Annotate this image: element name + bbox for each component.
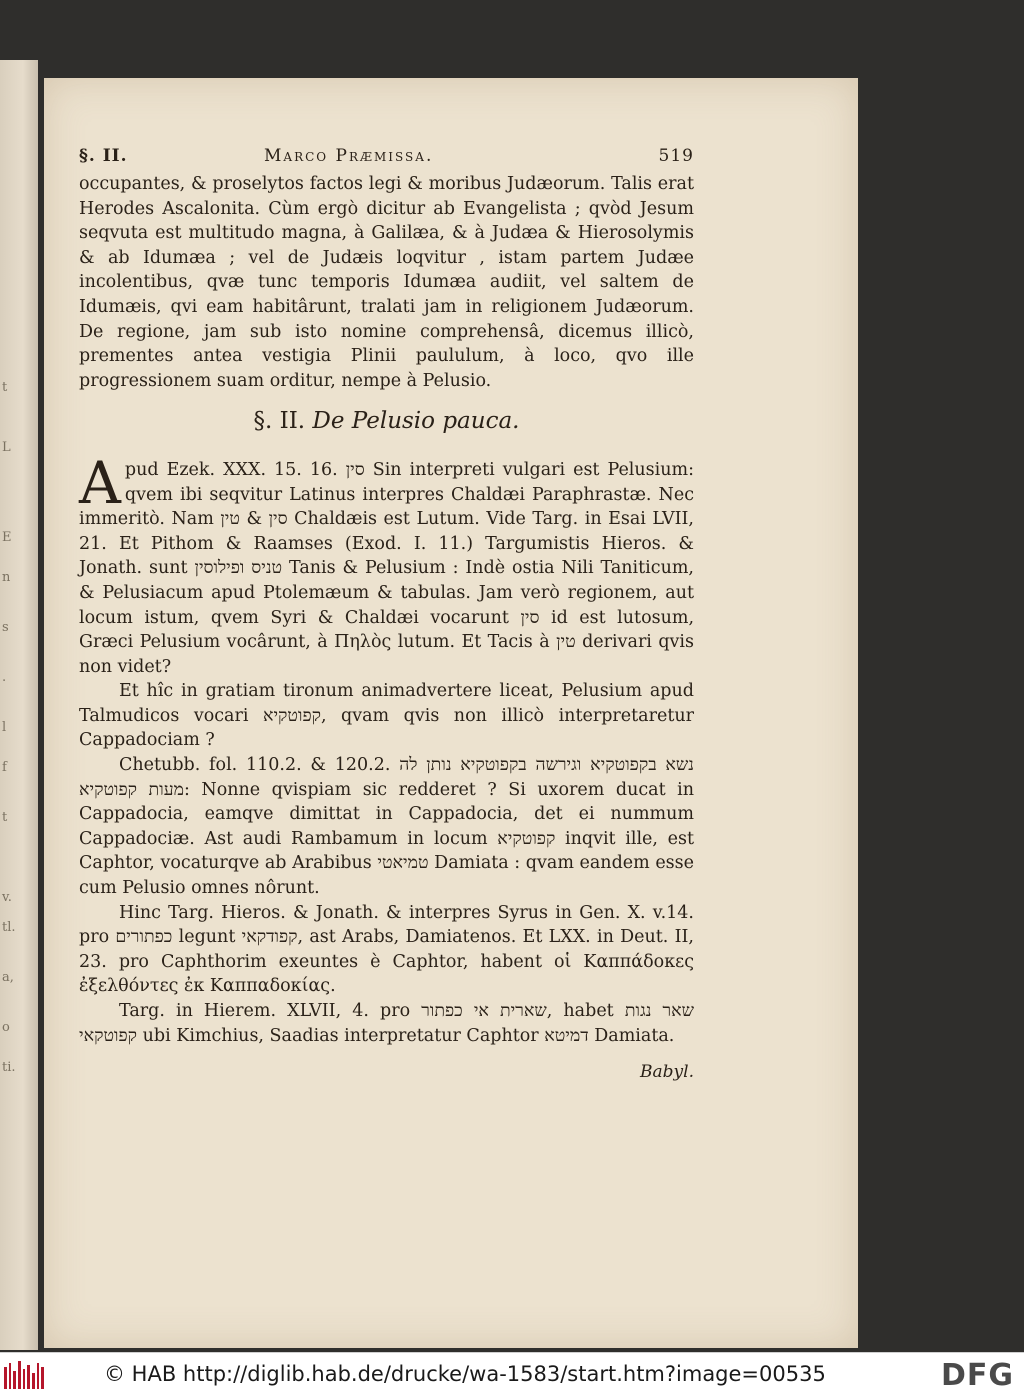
left-fragment: v.	[2, 890, 12, 905]
drop-cap: A	[79, 448, 121, 517]
left-fragment: o	[2, 1020, 10, 1035]
running-head	[79, 146, 694, 172]
paragraph-text: pud Ezek. XXX. 15. 16. סין Sin interpreti vulgari est Pelusium: qvem ibi seqvitur Latinus interpres Chaldæi Paraphrastæ. Nec immeritò. Nam סין & טין Chaldæis est Lutum. Vide Targ. in Esai LVII, 21. Et Pithom & Raamses (Exod. I. 11.) Targumistis Hieros. & Jonath. sunt טניס ופילוסין Tanis & Pelusium : Indè ostia Nili Taniticum, & Pelusiacum apud Ptolemæum & tabulas. Jam verò regionem, aut locum istum, qvem Syri & Chaldæi vocarunt סין id est lutosum, Græci Pelusium vocârunt, à Πηλὸς lutum. Et Tacis à טין derivari qvis non videt?	[79, 459, 695, 677]
page-number: 519	[658, 146, 694, 166]
paragraph: Hinc Targ. Hieros. & Jonath. & interpres Syrus in Gen. X. v.14. pro כפתורים legunt קפודקאי, ast Arabs, Damiatenos. Et LXX. in Deut. II, 23. pro Caphthorim exeuntes è Caphtor, habent οἱ Καππάδοκες ἐξελθόντες ἐκ Καππαδοκίας.	[79, 902, 694, 997]
paragraph: Et hîc in gratiam tironum animadvertere liceat, Pelusium apud Talmudicos vocari קפוטקיא, qvam qvis non illicò interpretaretur Cappadociam ?	[79, 681, 694, 751]
dfg-logo: DFG	[940, 1358, 1014, 1393]
paragraph: Chetubb. fol. 110.2. & 120.2. נשא בקפוטקיא וגירשה בקפוטקיא נותן לה מעות קפוטקיא: Nonne qvispiam sic redderet ? Si uxorem ducat in Cappadocia, eamqve dimittat in Cappadocia, det ei nummum Cappadociæ. Ast audi Rambamum in locum קפוטקיא inqvit ille, est Caphtor, vocaturqve ab Arabibus טמיאטי Damiata : qvam eandem esse cum Pelusio omnes nôrunt.	[79, 755, 695, 899]
left-fragment: l	[2, 720, 7, 735]
paragraph: Targ. in Hierem. XLVII, 4. pro שארית אי כפתור, habet שאר נגות קפוטקאי ubi Kimchius, Saadias interpretatur Caphtor דמיטא Damiata.	[79, 1001, 695, 1046]
page-content	[79, 146, 694, 1085]
catchword: Babyl.	[640, 1062, 694, 1083]
left-fragment: s	[2, 620, 9, 635]
running-title: Marco Præmissa.	[264, 146, 434, 166]
copyright-link[interactable]: © HAB http://diglib.hab.de/drucke/wa-1583/start.htm?image=00535	[104, 1362, 826, 1386]
paragraph	[79, 448, 695, 679]
viewer-footer	[0, 1352, 1024, 1397]
left-fragment: n	[2, 570, 11, 585]
left-fragment: t	[2, 810, 8, 825]
left-fragment: t	[2, 380, 8, 395]
left-fragment: a,	[2, 970, 14, 985]
left-fragment: ti.	[2, 1060, 16, 1075]
left-fragment: f	[2, 760, 7, 775]
body-text	[79, 172, 694, 1085]
left-fragment: .	[2, 670, 7, 685]
section-heading	[79, 409, 694, 434]
facing-page-edge	[0, 60, 38, 1350]
book-page	[44, 78, 858, 1348]
section-heading-mark: §. II.	[253, 408, 306, 435]
paragraph: occupantes, & proselytos factos legi & moribus Judæorum. Talis erat Herodes Ascalonita. Cùm ergò dicitur ab Evangelista ; qvòd Jesum seqvuta est multitudo magna, à Galilæa, & à Judæa & Hierosolymis & ab Idumæa ; vel de Judæis loqvitur , istam partem Judæe incolentibus, qvæ tunc temporis Idumæa audiit, vel saltem de Idumæis, qvi eam habitârunt, tralati jam in religionem Judæorum. De regione, jam sub isto nomine comprehensâ, dicemus illicò, prementes antea vestigia Plinii paululum, à loco, qvo ille progressionem suam orditur, nempe à Pelusio.	[79, 174, 694, 391]
left-fragment: tl.	[2, 920, 16, 935]
left-fragment: E	[2, 530, 12, 545]
header-section-mark: §. II.	[79, 146, 128, 166]
left-fragment: L	[2, 440, 11, 455]
section-heading-text: De Pelusio pauca.	[312, 408, 520, 435]
hab-logo-icon	[4, 1361, 44, 1389]
